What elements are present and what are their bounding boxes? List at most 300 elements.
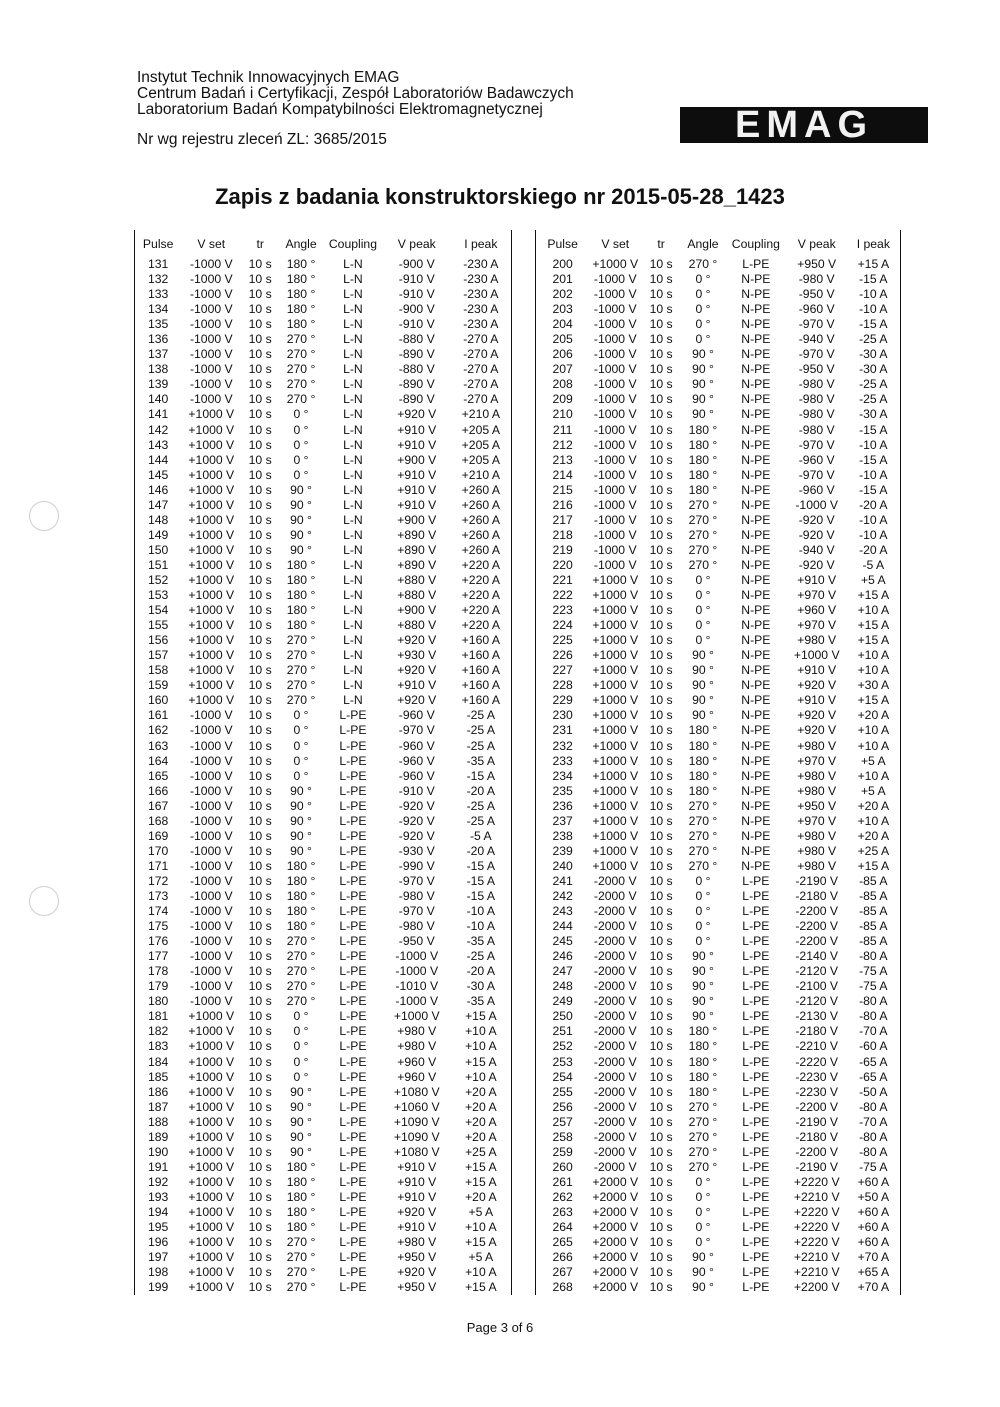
cell-i-peak: -5 A xyxy=(469,828,492,843)
cell-tr: 10 s xyxy=(649,1159,673,1174)
cell-i-peak: +260 A xyxy=(461,497,500,512)
table-row xyxy=(536,693,901,708)
cell-pulse: 135 xyxy=(148,317,169,332)
cell-v-set: -1000 V xyxy=(593,437,637,452)
cell-tr: 10 s xyxy=(248,904,272,919)
cell-v-peak: +910 V xyxy=(397,678,437,693)
cell-i-peak: -20 A xyxy=(466,964,496,979)
cell-angle: 180 ° xyxy=(688,482,718,497)
cell-v-peak: -980 V xyxy=(798,377,835,392)
cell-tr: 10 s xyxy=(649,1174,673,1189)
cell-tr: 10 s xyxy=(248,377,272,392)
cell-angle: 90 ° xyxy=(290,512,312,527)
cell-tr: 10 s xyxy=(248,919,272,934)
cell-i-peak: -80 A xyxy=(859,1144,888,1159)
cell-tr: 10 s xyxy=(649,362,673,377)
cell-pulse: 204 xyxy=(552,317,573,332)
cell-i-peak: -15 A xyxy=(466,858,496,873)
cell-tr: 10 s xyxy=(248,934,272,949)
cell-v-peak: -920 V xyxy=(398,813,435,828)
table-row xyxy=(536,904,901,919)
cell-coupling: N-PE xyxy=(741,272,771,287)
cell-angle: 0 ° xyxy=(695,588,711,603)
cell-v-peak: +890 V xyxy=(397,557,437,572)
cell-angle: 0 ° xyxy=(293,1024,309,1039)
table-row xyxy=(536,1190,901,1205)
cell-v-peak: +2220 V xyxy=(793,1204,840,1219)
cell-v-set: -1000 V xyxy=(189,979,233,994)
cell-v-peak: +910 V xyxy=(397,467,437,482)
cell-pulse: 188 xyxy=(148,1114,169,1129)
table-row xyxy=(135,438,512,453)
cell-angle: 0 ° xyxy=(695,1235,711,1250)
cell-i-peak: +10 A xyxy=(465,1220,497,1235)
cell-v-peak: -2210 V xyxy=(795,1039,839,1054)
cell-coupling: N-PE xyxy=(741,347,771,362)
cell-coupling: L-N xyxy=(343,527,363,542)
cell-v-set: -1000 V xyxy=(593,452,637,467)
cell-tr: 10 s xyxy=(649,1189,673,1204)
cell-coupling: L-N xyxy=(343,422,363,437)
cell-pulse: 197 xyxy=(148,1250,169,1265)
cell-pulse: 255 xyxy=(552,1084,573,1099)
cell-tr: 10 s xyxy=(248,723,272,738)
cell-v-peak: +910 V xyxy=(397,482,437,497)
cell-i-peak: -5 A xyxy=(862,557,885,572)
cell-pulse: 133 xyxy=(148,287,169,302)
cell-pulse: 171 xyxy=(148,858,169,873)
cell-v-peak: +950 V xyxy=(797,257,837,272)
cell-i-peak: +160 A xyxy=(461,633,500,648)
cell-pulse: 178 xyxy=(148,964,169,979)
cell-v-set: -1000 V xyxy=(189,994,233,1009)
cell-i-peak: -15 A xyxy=(859,272,888,287)
cell-coupling: N-PE xyxy=(741,467,771,482)
table-row xyxy=(135,1205,512,1220)
cell-coupling: L-N xyxy=(343,588,363,603)
cell-tr: 10 s xyxy=(248,603,272,618)
column-header-v-peak: V peak xyxy=(797,236,836,251)
cell-pulse: 157 xyxy=(148,648,169,663)
table-row xyxy=(135,708,512,723)
cell-v-set: +1000 V xyxy=(188,1220,235,1235)
cell-tr: 10 s xyxy=(649,648,673,663)
cell-angle: 180 ° xyxy=(286,904,316,919)
cell-coupling: L-PE xyxy=(339,888,367,903)
cell-v-set: +1000 V xyxy=(188,1054,235,1069)
cell-pulse: 244 xyxy=(552,919,573,934)
cell-angle: 90 ° xyxy=(290,1129,312,1144)
cell-angle: 270 ° xyxy=(286,362,316,377)
cell-coupling: L-PE xyxy=(339,1174,367,1189)
cell-pulse: 136 xyxy=(148,332,169,347)
cell-v-peak: -2180 V xyxy=(795,1129,839,1144)
cell-angle: 270 ° xyxy=(286,648,316,663)
cell-v-peak: -2140 V xyxy=(795,949,839,964)
cell-angle: 90 ° xyxy=(290,843,312,858)
cell-i-peak: -230 A xyxy=(463,257,499,272)
cell-v-peak: +880 V xyxy=(397,618,437,633)
table-row xyxy=(135,904,512,919)
cell-v-peak: +2220 V xyxy=(793,1220,840,1235)
cell-pulse: 210 xyxy=(552,407,573,422)
cell-angle: 0 ° xyxy=(293,1039,309,1054)
cell-coupling: L-PE xyxy=(339,1204,367,1219)
cell-coupling: L-PE xyxy=(339,979,367,994)
cell-pulse: 245 xyxy=(552,934,573,949)
cell-v-set: -1000 V xyxy=(189,828,233,843)
table-row xyxy=(536,663,901,678)
cell-pulse: 196 xyxy=(148,1235,169,1250)
cell-coupling: L-N xyxy=(343,467,363,482)
cell-pulse: 172 xyxy=(148,873,169,888)
cell-angle: 90 ° xyxy=(692,708,714,723)
cell-tr: 10 s xyxy=(248,843,272,858)
table-row xyxy=(135,573,512,588)
cell-tr: 10 s xyxy=(649,753,673,768)
cell-angle: 90 ° xyxy=(692,362,714,377)
cell-i-peak: +160 A xyxy=(461,693,500,708)
cell-pulse: 150 xyxy=(148,542,169,557)
cell-v-peak: +2210 V xyxy=(793,1265,840,1280)
table-row xyxy=(135,423,512,438)
cell-v-peak: +980 V xyxy=(397,1039,437,1054)
cell-v-peak: +920 V xyxy=(797,708,837,723)
cell-angle: 90 ° xyxy=(290,482,312,497)
cell-v-set: +1000 V xyxy=(188,1039,235,1054)
cell-i-peak: +70 A xyxy=(857,1250,890,1265)
table-row xyxy=(135,1070,512,1085)
cell-angle: 0 ° xyxy=(293,723,309,738)
cell-v-peak: -960 V xyxy=(798,302,835,317)
cell-tr: 10 s xyxy=(649,257,673,272)
cell-i-peak: -70 A xyxy=(859,1024,888,1039)
cell-angle: 0 ° xyxy=(695,919,711,934)
cell-pulse: 256 xyxy=(552,1099,573,1114)
cell-tr: 10 s xyxy=(248,1189,272,1204)
cell-coupling: L-PE xyxy=(339,783,367,798)
cell-v-set: -1000 V xyxy=(593,287,637,302)
cell-v-set: +1000 V xyxy=(592,678,639,693)
cell-v-peak: -880 V xyxy=(398,362,435,377)
table-row xyxy=(536,1054,901,1069)
table-row xyxy=(536,468,901,483)
page-number: Page 3 of 6 xyxy=(466,1320,534,1335)
cell-v-peak: -960 V xyxy=(798,482,835,497)
cell-coupling: L-N xyxy=(343,392,363,407)
cell-coupling: N-PE xyxy=(741,768,771,783)
cell-v-peak: +890 V xyxy=(397,542,437,557)
cell-pulse: 184 xyxy=(148,1054,169,1069)
cell-coupling: L-N xyxy=(343,362,363,377)
cell-angle: 180 ° xyxy=(688,1084,718,1099)
cell-angle: 180 ° xyxy=(286,1174,316,1189)
cell-v-set: -2000 V xyxy=(593,1084,637,1099)
cell-angle: 270 ° xyxy=(688,557,718,572)
cell-angle: 180 ° xyxy=(286,588,316,603)
cell-pulse: 175 xyxy=(148,919,169,934)
cell-pulse: 155 xyxy=(148,618,169,633)
cell-v-peak: +910 V xyxy=(397,497,437,512)
cell-i-peak: -85 A xyxy=(859,888,888,903)
column-header-pulse: Pulse xyxy=(547,236,578,251)
table-row xyxy=(536,513,901,528)
cell-v-set: +1000 V xyxy=(188,407,235,422)
cell-i-peak: +10 A xyxy=(857,723,890,738)
cell-tr: 10 s xyxy=(649,542,673,557)
cell-v-set: +1000 V xyxy=(188,1250,235,1265)
cell-pulse: 205 xyxy=(552,332,573,347)
cell-angle: 180 ° xyxy=(286,557,316,572)
table-row xyxy=(135,1009,512,1024)
cell-coupling: L-N xyxy=(343,257,363,272)
cell-v-set: +1000 V xyxy=(188,437,235,452)
cell-v-set: -2000 V xyxy=(593,1009,637,1024)
cell-coupling: N-PE xyxy=(741,287,771,302)
cell-v-peak: +900 V xyxy=(397,603,437,618)
cell-v-set: +1000 V xyxy=(188,422,235,437)
cell-angle: 0 ° xyxy=(293,753,309,768)
column-header-coupling: Coupling xyxy=(328,236,377,251)
cell-i-peak: +15 A xyxy=(857,693,890,708)
cell-v-set: -1000 V xyxy=(189,377,233,392)
cell-tr: 10 s xyxy=(649,1099,673,1114)
cell-angle: 270 ° xyxy=(688,1099,718,1114)
cell-pulse: 239 xyxy=(552,843,573,858)
table-row xyxy=(135,498,512,513)
cell-v-set: -1000 V xyxy=(189,783,233,798)
cell-v-set: -1000 V xyxy=(593,527,637,542)
cell-coupling: L-PE xyxy=(742,1265,770,1280)
cell-coupling: N-PE xyxy=(741,843,771,858)
cell-tr: 10 s xyxy=(248,362,272,377)
cell-i-peak: -270 A xyxy=(463,377,499,392)
cell-i-peak: +25 A xyxy=(465,1144,497,1159)
cell-pulse: 159 xyxy=(148,678,169,693)
cell-pulse: 252 xyxy=(552,1039,573,1054)
cell-v-peak: +980 V xyxy=(797,843,837,858)
cell-tr: 10 s xyxy=(248,1280,272,1295)
cell-pulse: 176 xyxy=(148,934,169,949)
cell-pulse: 221 xyxy=(552,573,573,587)
cell-pulse: 132 xyxy=(148,272,169,287)
cell-angle: 270 ° xyxy=(688,1114,718,1129)
cell-angle: 180 ° xyxy=(286,888,316,903)
cell-angle: 90 ° xyxy=(290,1099,312,1114)
cell-v-set: +1000 V xyxy=(188,1084,235,1099)
cell-i-peak: -270 A xyxy=(463,332,499,347)
cell-tr: 10 s xyxy=(649,738,673,753)
cell-coupling: L-N xyxy=(343,497,363,512)
cell-angle: 90 ° xyxy=(692,994,714,1009)
cell-angle: 180 ° xyxy=(688,783,718,798)
cell-v-peak: -2200 V xyxy=(795,1144,839,1159)
cell-v-peak: +910 V xyxy=(397,422,437,437)
cell-coupling: N-PE xyxy=(741,542,771,557)
table-row xyxy=(135,1160,512,1175)
cell-pulse: 146 xyxy=(148,482,169,497)
cell-tr: 10 s xyxy=(649,1039,673,1054)
cell-v-peak: +1090 V xyxy=(393,1129,440,1144)
cell-v-peak: -2230 V xyxy=(795,1069,839,1084)
cell-coupling: L-PE xyxy=(742,934,770,949)
table-row xyxy=(536,1039,901,1054)
cell-v-peak: +920 V xyxy=(397,663,437,678)
table-row xyxy=(536,1205,901,1220)
cell-angle: 270 ° xyxy=(286,678,316,693)
cell-tr: 10 s xyxy=(649,813,673,828)
cell-coupling: L-PE xyxy=(339,1024,367,1039)
cell-i-peak: +20 A xyxy=(465,1114,497,1129)
cell-i-peak: +220 A xyxy=(461,588,500,603)
table-row xyxy=(536,814,901,829)
cell-v-set: -1000 V xyxy=(593,497,637,512)
cell-v-peak: -920 V xyxy=(398,828,435,843)
cell-v-set: -1000 V xyxy=(189,392,233,407)
cell-angle: 180 ° xyxy=(286,603,316,618)
cell-angle: 180 ° xyxy=(688,422,718,437)
cell-v-set: +2000 V xyxy=(592,1204,639,1219)
cell-v-set: -2000 V xyxy=(593,1039,637,1054)
punch-hole-upper xyxy=(29,501,59,531)
cell-v-peak: -950 V xyxy=(398,934,435,949)
cell-angle: 180 ° xyxy=(286,287,316,302)
cell-tr: 10 s xyxy=(248,1250,272,1265)
cell-v-peak: +910 V xyxy=(397,1174,437,1189)
cell-tr: 10 s xyxy=(649,949,673,964)
cell-v-set: -2000 V xyxy=(593,1129,637,1144)
cell-pulse: 153 xyxy=(148,588,169,603)
cell-v-peak: -890 V xyxy=(398,392,435,407)
cell-coupling: L-PE xyxy=(339,843,367,858)
cell-i-peak: -270 A xyxy=(463,347,499,362)
cell-v-set: +1000 V xyxy=(592,843,639,858)
cell-coupling: L-N xyxy=(343,663,363,678)
cell-pulse: 228 xyxy=(552,678,573,693)
cell-v-peak: +920 V xyxy=(797,678,837,693)
cell-v-set: +1000 V xyxy=(188,542,235,557)
cell-i-peak: +20 A xyxy=(465,1084,497,1099)
cell-v-peak: -960 V xyxy=(798,452,835,467)
cell-i-peak: +210 A xyxy=(461,467,500,482)
table-row xyxy=(135,257,512,272)
cell-angle: 180 ° xyxy=(688,437,718,452)
cell-i-peak: +260 A xyxy=(461,542,500,557)
cell-coupling: N-PE xyxy=(741,422,771,437)
pulse-table-right xyxy=(535,230,901,1295)
table-row xyxy=(135,648,512,663)
cell-coupling: L-PE xyxy=(339,1069,367,1084)
cell-coupling: N-PE xyxy=(741,723,771,738)
cell-v-set: -1000 V xyxy=(189,723,233,738)
cell-v-peak: +980 V xyxy=(797,828,837,843)
cell-tr: 10 s xyxy=(248,1054,272,1069)
cell-v-set: -1000 V xyxy=(593,542,637,557)
cell-i-peak: +10 A xyxy=(857,768,890,783)
cell-pulse: 206 xyxy=(552,347,573,362)
cell-pulse: 230 xyxy=(552,708,573,723)
table-row xyxy=(536,844,901,859)
cell-pulse: 185 xyxy=(148,1069,169,1084)
table-row xyxy=(135,769,512,784)
cell-coupling: L-PE xyxy=(339,1099,367,1114)
table-row xyxy=(536,1145,901,1160)
cell-v-set: -1000 V xyxy=(189,302,233,317)
cell-angle: 270 ° xyxy=(286,332,316,347)
cell-i-peak: +220 A xyxy=(461,618,500,633)
cell-v-peak: +930 V xyxy=(397,648,437,663)
cell-v-set: +1000 V xyxy=(592,633,639,648)
cell-v-set: -1000 V xyxy=(189,813,233,828)
cell-tr: 10 s xyxy=(248,738,272,753)
cell-tr: 10 s xyxy=(649,467,673,482)
cell-v-peak: +950 V xyxy=(797,798,837,813)
cell-pulse: 165 xyxy=(148,768,169,783)
table-row xyxy=(536,438,901,453)
cell-angle: 90 ° xyxy=(290,1144,312,1159)
cell-v-set: +1000 V xyxy=(592,783,639,798)
cell-coupling: L-PE xyxy=(339,753,367,768)
cell-v-set: -2000 V xyxy=(593,1099,637,1114)
cell-tr: 10 s xyxy=(248,497,272,512)
cell-coupling: L-PE xyxy=(339,798,367,813)
cell-angle: 0 ° xyxy=(695,272,711,287)
cell-v-set: +1000 V xyxy=(188,1189,235,1204)
cell-angle: 90 ° xyxy=(692,693,714,708)
table-row xyxy=(536,483,901,498)
cell-coupling: N-PE xyxy=(741,813,771,828)
cell-pulse: 200 xyxy=(552,257,573,272)
cell-pulse: 137 xyxy=(148,347,169,362)
cell-coupling: L-PE xyxy=(742,1220,770,1235)
column-header-v-set: V set xyxy=(197,236,226,251)
cell-i-peak: -15 A xyxy=(466,888,496,903)
column-header-angle: Angle xyxy=(285,236,317,251)
cell-pulse: 267 xyxy=(552,1265,573,1280)
cell-v-peak: -910 V xyxy=(398,272,435,287)
cell-v-set: +2000 V xyxy=(592,1174,639,1189)
cell-angle: 0 ° xyxy=(695,1174,711,1189)
cell-v-peak: +980 V xyxy=(797,738,837,753)
cell-coupling: N-PE xyxy=(741,603,771,618)
cell-coupling: N-PE xyxy=(741,512,771,527)
cell-angle: 270 ° xyxy=(286,633,316,648)
cell-v-peak: +920 V xyxy=(397,693,437,708)
cell-i-peak: -80 A xyxy=(859,949,888,964)
cell-coupling: N-PE xyxy=(741,362,771,377)
cell-angle: 270 ° xyxy=(688,1144,718,1159)
cell-tr: 10 s xyxy=(248,1039,272,1054)
cell-i-peak: -10 A xyxy=(859,302,888,317)
cell-i-peak: +20 A xyxy=(857,828,890,843)
table-row xyxy=(536,618,901,633)
cell-v-peak: -980 V xyxy=(798,392,835,407)
cell-angle: 0 ° xyxy=(293,738,309,753)
cell-v-peak: -890 V xyxy=(398,347,435,362)
cell-v-set: -1000 V xyxy=(593,512,637,527)
cell-v-peak: +920 V xyxy=(397,1265,437,1280)
cell-v-peak: -960 V xyxy=(398,753,435,768)
cell-v-set: -1000 V xyxy=(593,302,637,317)
cell-v-peak: +970 V xyxy=(797,753,837,768)
cell-pulse: 261 xyxy=(552,1174,573,1189)
cell-i-peak: +15 A xyxy=(857,858,890,873)
institute-name: Instytut Technik Innowacyjnych EMAG xyxy=(137,69,400,86)
cell-i-peak: +5 A xyxy=(468,1250,494,1265)
table-row xyxy=(536,889,901,904)
table-row xyxy=(135,678,512,693)
cell-v-set: +1000 V xyxy=(592,693,639,708)
